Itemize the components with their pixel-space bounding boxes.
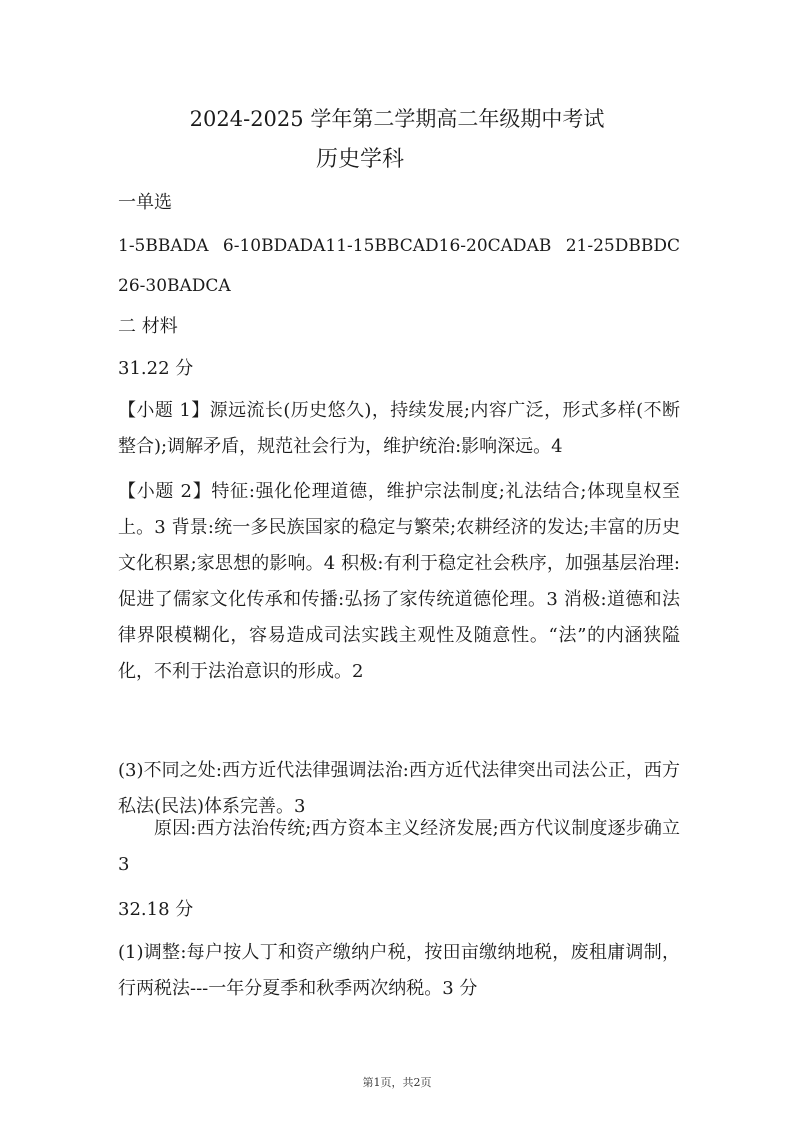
page-subtitle: 历史学科: [316, 147, 405, 172]
answer-key-row: [118, 232, 680, 260]
page-title: 2024-2025 学年第二学期高二年级期中考试: [189, 107, 605, 131]
page-footer: 第1页，共2页: [362, 1076, 432, 1089]
answer-group: 21-25DBBDC: [565, 236, 680, 256]
question-31-heading: 31.22 分: [118, 358, 194, 379]
question-32-heading: 32.18 分: [118, 899, 194, 920]
section-heading-material: 二 材料: [118, 316, 178, 337]
q31-part3-reason: 原因:西方法治传统;西方资本主义经济发展;西方代议制度逐步确立 3: [118, 818, 680, 875]
q31-part1-answer: 【小题 1】源远流长(历史悠久)，持续发展;内容广泛，形式多样(不断整合);调解矛盾，规范社会行为，维护统治:影响深远。4: [118, 400, 680, 457]
q31-part2-answer: 【小题 2】特征:强化伦理道德，维护宗法制度;礼法结合;体现皇权至上。3 背景:统一多民族国家的稳定与繁荣;农耕经济的发达;丰富的历史文化积累;家思想的影响。4 积极:有利于稳定社会秩序，加强基层治理:促进了儒家文化传承和传播:弘扬了家传统道德伦理。3 消极:道德和法律界限模糊化，容易造成司法实践主观性及随意性。“法”的内涵狭隘化，不利于法治意识的形成。2: [118, 481, 680, 682]
answer-group: 1-5BBADA: [118, 236, 209, 256]
answer-key-row-2: 26-30BADCA: [118, 276, 231, 296]
answer-group: 6-10BDADA11-15BBCAD16-20CADAB: [222, 236, 552, 256]
q31-part3-answer: (3)不同之处:西方近代法律强调法治:西方近代法律突出司法公正，西方私法(民法)体系完善。3: [118, 760, 680, 817]
section-heading-single-choice: 一单选: [118, 192, 172, 213]
q32-part1-answer: (1)调整:每户按人丁和资产缴纳户税，按田亩缴纳地税，废租庸调制，行两税法---一年分夏季和秋季两次纳税。3 分: [118, 942, 680, 999]
